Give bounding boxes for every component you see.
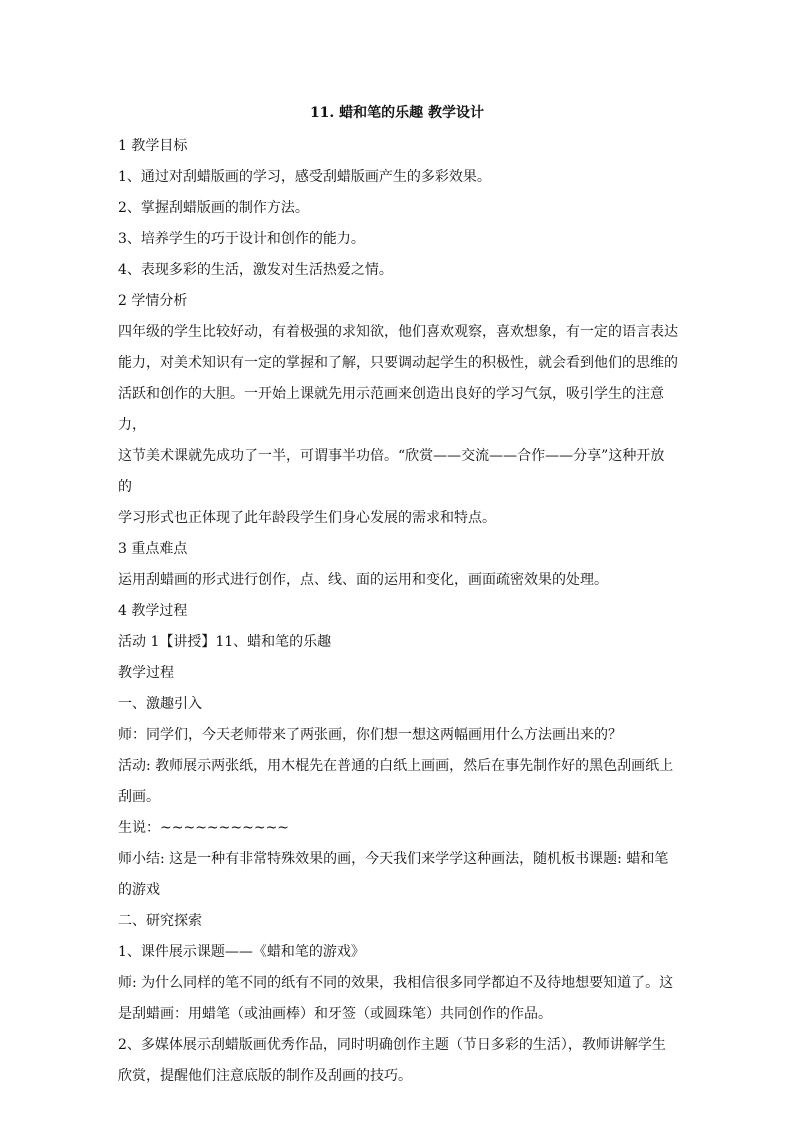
text-line: 学习形式也正体现了此年龄段学生们身心发展的需求和特点。 [118, 510, 496, 526]
text-line: 4、表现多彩的生活，激发对生活热爱之情。 [118, 262, 393, 278]
text-line: 活跃和创作的大胆。一开始上课就先用示范画来创造出良好的学习气氛，吸引学生的注意力， [118, 386, 664, 433]
text-line: 师: 为什么同样的笔不同的纸有不同的效果，我相信很多同学都迫不及待地想要知道了。这 [118, 975, 674, 991]
text-line: 师小结: 这是一种有非常特殊效果的画，今天我们来学学这种画法，随机板书课题: 蜡和笔 [118, 851, 669, 867]
text-line: 2、多媒体展示刮蜡版画优秀作品，同时明确创作主题（节日多彩的生活），教师讲解学生 [118, 1037, 666, 1053]
section-heading-analysis: 2 学情分析 [118, 293, 188, 309]
text-line: 四年级的学生比较好动，有着极强的求知欲，他们喜欢观察，喜欢想象，有一定的语言表达 [118, 324, 678, 340]
text-line: 活动 1【讲授】11、蜡和笔的乐趣 [118, 634, 332, 650]
document-title: 11. 蜡和笔的乐趣 教学设计 [309, 105, 485, 121]
text-line: 1、通过对刮蜡版画的学习，感受刮蜡版画产生的多彩效果。 [118, 169, 491, 185]
text-line: 3、培养学生的巧于设计和创作的能力。 [118, 231, 365, 247]
text-line: 师：同学们，今天老师带来了两张画，你们想一想这两幅画用什么方法画出来的？ [118, 727, 622, 743]
text-line: 2、掌握刮蜡版画的制作方法。 [118, 200, 309, 216]
text-line: 运用刮蜡画的形式进行创作，点、线、面的运用和变化，画面疏密效果的处理。 [118, 572, 608, 588]
text-line: 欣赏，提醒他们注意底版的制作及刮画的技巧。 [118, 1068, 412, 1084]
text-line: 一、激趣引入 [118, 696, 202, 712]
document-body [118, 131, 678, 1092]
section-heading-key-points: 3 重点难点 [118, 541, 188, 557]
text-line: 活动: 教师展示两张纸，用木棍先在普通的白纸上画画，然后在事先制作好的黑色刮画纸上 [118, 758, 674, 774]
text-line: 这节美术课就先成功了一半，可谓事半功倍。“欣赏——交流——合作——分享”这种开放的 [118, 448, 665, 495]
section-heading-goals: 1 教学目标 [118, 138, 188, 154]
text-line: 生说：~~~~~~~~~~~ [118, 820, 290, 836]
text-line: 教学过程 [118, 665, 174, 681]
section-heading-process: 4 教学过程 [118, 603, 188, 619]
text-line: 的游戏 [118, 882, 160, 898]
text-line: 1、课件展示课题——《蜡和笔的游戏》 [118, 944, 365, 960]
text-line: 能力，对美术知识有一定的掌握和了解，只要调动起学生的积极性，就会看到他们的思维的 [118, 355, 678, 371]
text-line: 二、研究探索 [118, 913, 202, 929]
text-line: 刮画。 [118, 789, 160, 805]
text-line: 是刮蜡画：用蜡笔（或油画棒）和牙签（或圆珠笔）共同创作的作品。 [118, 1006, 552, 1022]
